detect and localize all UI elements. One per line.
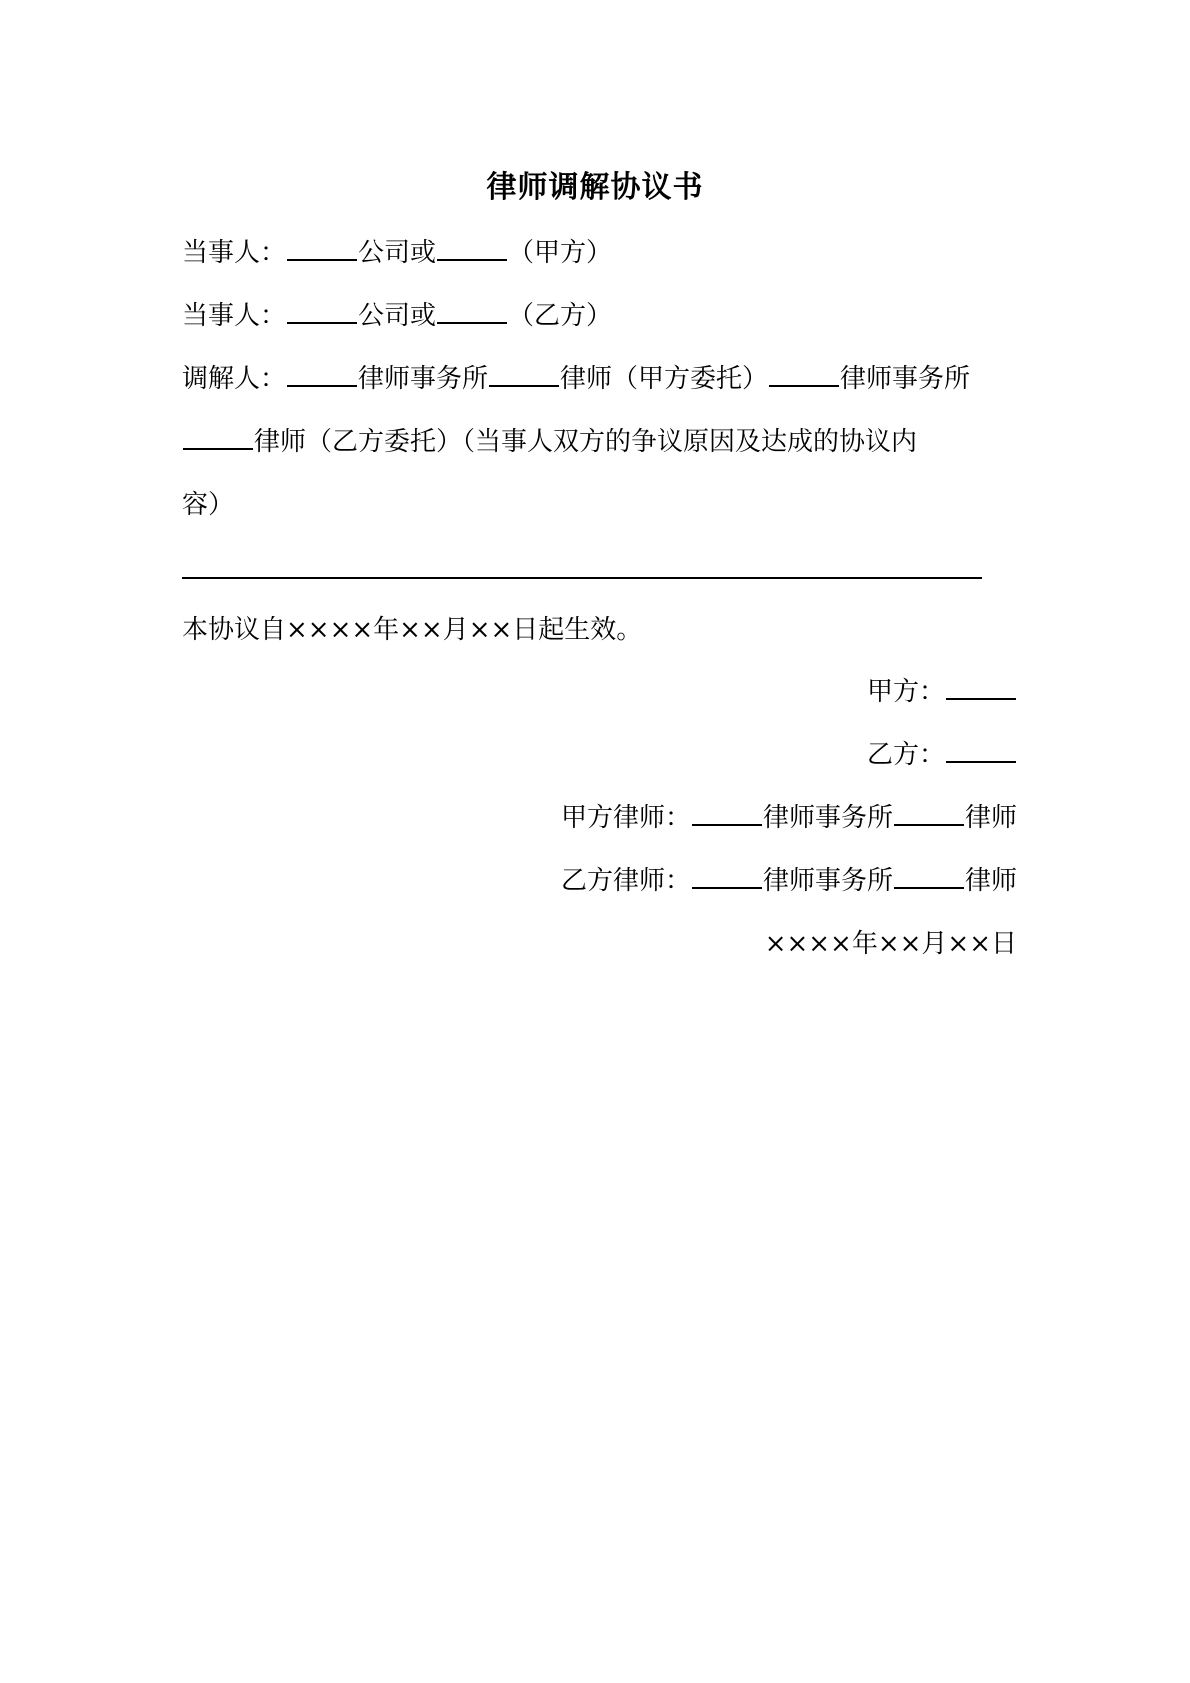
mediator-lawyer-a-text: 律师（甲方委托）	[560, 364, 769, 394]
signature-lawyer-b-name-blank[interactable]	[894, 863, 964, 889]
signature-lawyer-b-suffix: 律师	[964, 866, 1017, 896]
agreement-content-blank[interactable]	[182, 577, 982, 579]
mediator-line-2	[182, 422, 1017, 462]
signature-lawyer-b-firm-blank[interactable]	[692, 863, 762, 889]
effective-text: 本协议自××××年××月××日起生效。	[182, 615, 643, 645]
page-title: 律师调解协议书	[486, 170, 704, 205]
mediator-firm-b-text: 律师事务所	[840, 364, 971, 394]
signature-date	[182, 924, 1017, 964]
signature-lawyer-a-name-blank[interactable]	[894, 800, 964, 826]
signature-party-b-label: 乙方：	[866, 740, 945, 770]
party-b-company-text: 公司或	[358, 301, 437, 331]
signature-lawyer-b	[182, 861, 1017, 901]
party-a-name-blank[interactable]	[287, 235, 357, 261]
signature-party-a	[182, 672, 1017, 712]
signature-party-a-label: 甲方：	[866, 677, 945, 707]
signature-party-b	[182, 735, 1017, 775]
signature-date-text: ××××年××月××日	[764, 929, 1017, 959]
mediator-line-3-text: 容）	[182, 490, 235, 520]
mediator-lawyer-a-blank[interactable]	[489, 361, 559, 387]
party-b-role: （乙方）	[508, 301, 613, 331]
party-b-person-blank[interactable]	[437, 298, 507, 324]
signature-lawyer-b-firm-text: 律师事务所	[762, 866, 893, 896]
party-a-role: （甲方）	[508, 238, 613, 268]
mediator-firm-b-blank[interactable]	[769, 361, 839, 387]
mediator-line	[182, 359, 1017, 399]
party-b-name-blank[interactable]	[287, 298, 357, 324]
mediator-firm-a-text: 律师事务所	[358, 364, 489, 394]
mediator-lawyer-b-text: 律师（乙方委托）（当事人双方的争议原因及达成的协议内	[254, 427, 918, 457]
signature-lawyer-a-suffix: 律师	[964, 803, 1017, 833]
party-b-label: 当事人：	[182, 301, 287, 331]
signature-lawyer-a-label: 甲方律师：	[560, 803, 691, 833]
mediator-firm-a-blank[interactable]	[287, 361, 357, 387]
effective-line	[182, 610, 1017, 650]
signature-party-a-blank[interactable]	[946, 674, 1016, 700]
signature-lawyer-b-label: 乙方律师：	[560, 866, 691, 896]
party-a-label: 当事人：	[182, 238, 287, 268]
signature-lawyer-a-firm-blank[interactable]	[692, 800, 762, 826]
mediator-label: 调解人：	[182, 364, 287, 394]
mediator-lawyer-b-blank[interactable]	[183, 424, 253, 450]
signature-lawyer-a-firm-text: 律师事务所	[762, 803, 893, 833]
signature-lawyer-a	[182, 798, 1017, 838]
mediator-line-3	[182, 485, 1017, 525]
party-a-person-blank[interactable]	[437, 235, 507, 261]
party-a-company-text: 公司或	[358, 238, 437, 268]
party-a-line	[182, 233, 1017, 273]
party-b-line	[182, 296, 1017, 336]
signature-party-b-blank[interactable]	[946, 737, 1016, 763]
